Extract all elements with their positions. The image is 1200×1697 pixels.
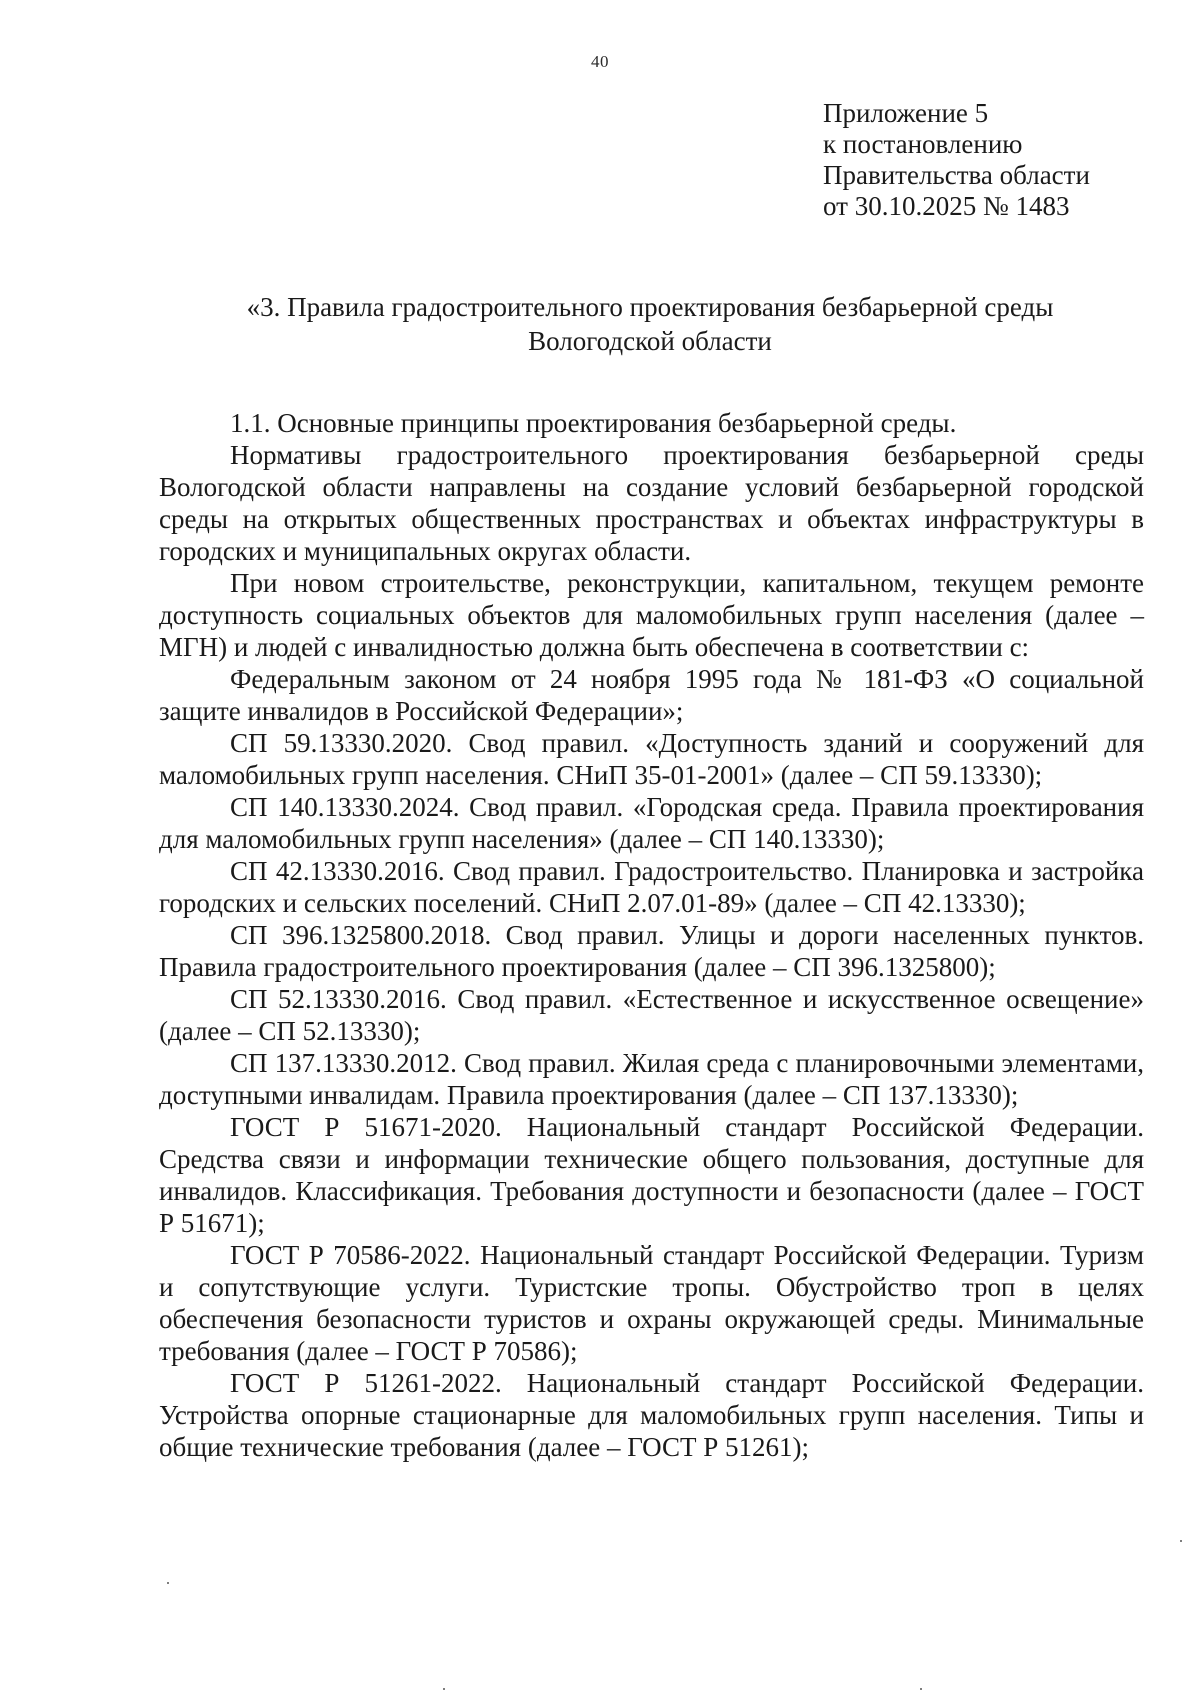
page-number: 40	[591, 52, 609, 71]
appendix-line-4: от 30.10.2025 № 1483	[823, 191, 1070, 221]
document-title	[160, 290, 1140, 358]
document-body	[159, 407, 1144, 1463]
reference-item: СП 42.13330.2016. Свод правил. Градостроительство. Планировка и застройка городских и сельских поселений. СНиП 2.07.01-89» (далее – СП 42.13330);	[159, 856, 1144, 918]
appendix-line-2: к постановлению	[823, 129, 1023, 159]
reference-item: ГОСТ Р 51261-2022. Национальный стандарт Российской Федерации. Устройства опорные стационарные для маломобильных групп населения. Типы и общие технические требования (далее – ГОСТ Р 51261);	[159, 1368, 1144, 1462]
paragraph: Нормативы градостроительного проектирования безбарьерной среды Вологодской области направлены на создание условий безбарьерной городской среды на открытых общественных пространствах и объектах инфраструктуры в городских и муниципальных округах области.	[159, 440, 1144, 566]
title-line-2: Вологодской области	[528, 326, 772, 356]
section-heading: 1.1. Основные принципы проектирования безбарьерной среды.	[230, 408, 957, 438]
scan-speck	[443, 1688, 445, 1690]
reference-item: СП 140.13330.2024. Свод правил. «Городская среда. Правила проектирования для маломобильных групп населения» (далее – СП 140.13330);	[159, 792, 1144, 854]
appendix-line-1: Приложение 5	[823, 98, 989, 128]
reference-item: СП 396.1325800.2018. Свод правил. Улицы и дороги населенных пунктов. Правила градостроительного проектирования (далее – СП 396.1325800);	[159, 920, 1144, 982]
scan-speck	[920, 1688, 922, 1690]
reference-item: ГОСТ Р 51671-2020. Национальный стандарт Российской Федерации. Средства связи и информации технические общего пользования, доступные для инвалидов. Классификация. Требования доступности и безопасности (далее – ГОСТ Р 51671);	[159, 1112, 1144, 1238]
reference-item: ГОСТ Р 70586-2022. Национальный стандарт Российской Федерации. Туризм и сопутствующие услуги. Туристские тропы. Обустройство троп в целях обеспечения безопасности туристов и охраны окружающей среды. Минимальные требования (далее – ГОСТ Р 70586);	[159, 1240, 1144, 1366]
reference-item: Федеральным законом от 24 ноября 1995 года № 181-ФЗ «О социальной защите инвалидов в Российской Федерации»;	[159, 664, 1144, 726]
scan-speck	[1180, 1540, 1182, 1542]
appendix-line-3: Правительства области	[823, 160, 1090, 190]
appendix-header	[823, 98, 1090, 222]
title-line-1: «3. Правила градостроительного проектирования безбарьерной среды	[246, 292, 1054, 322]
reference-item: СП 59.13330.2020. Свод правил. «Доступность зданий и сооружений для маломобильных групп населения. СНиП 35-01-2001» (далее – СП 59.13330);	[159, 728, 1144, 790]
paragraph: При новом строительстве, реконструкции, капитальном, текущем ремонте доступность социальных объектов для маломобильных групп населения (далее – МГН) и людей с инвалидностью должна быть обеспечена в соответствии с:	[159, 568, 1144, 662]
reference-item: СП 137.13330.2012. Свод правил. Жилая среда с планировочными элементами, доступными инвалидам. Правила проектирования (далее – СП 137.13330);	[159, 1048, 1144, 1110]
reference-item: СП 52.13330.2016. Свод правил. «Естественное и искусственное освещение» (далее – СП 52.13330);	[159, 984, 1144, 1046]
scan-speck	[167, 1582, 169, 1584]
